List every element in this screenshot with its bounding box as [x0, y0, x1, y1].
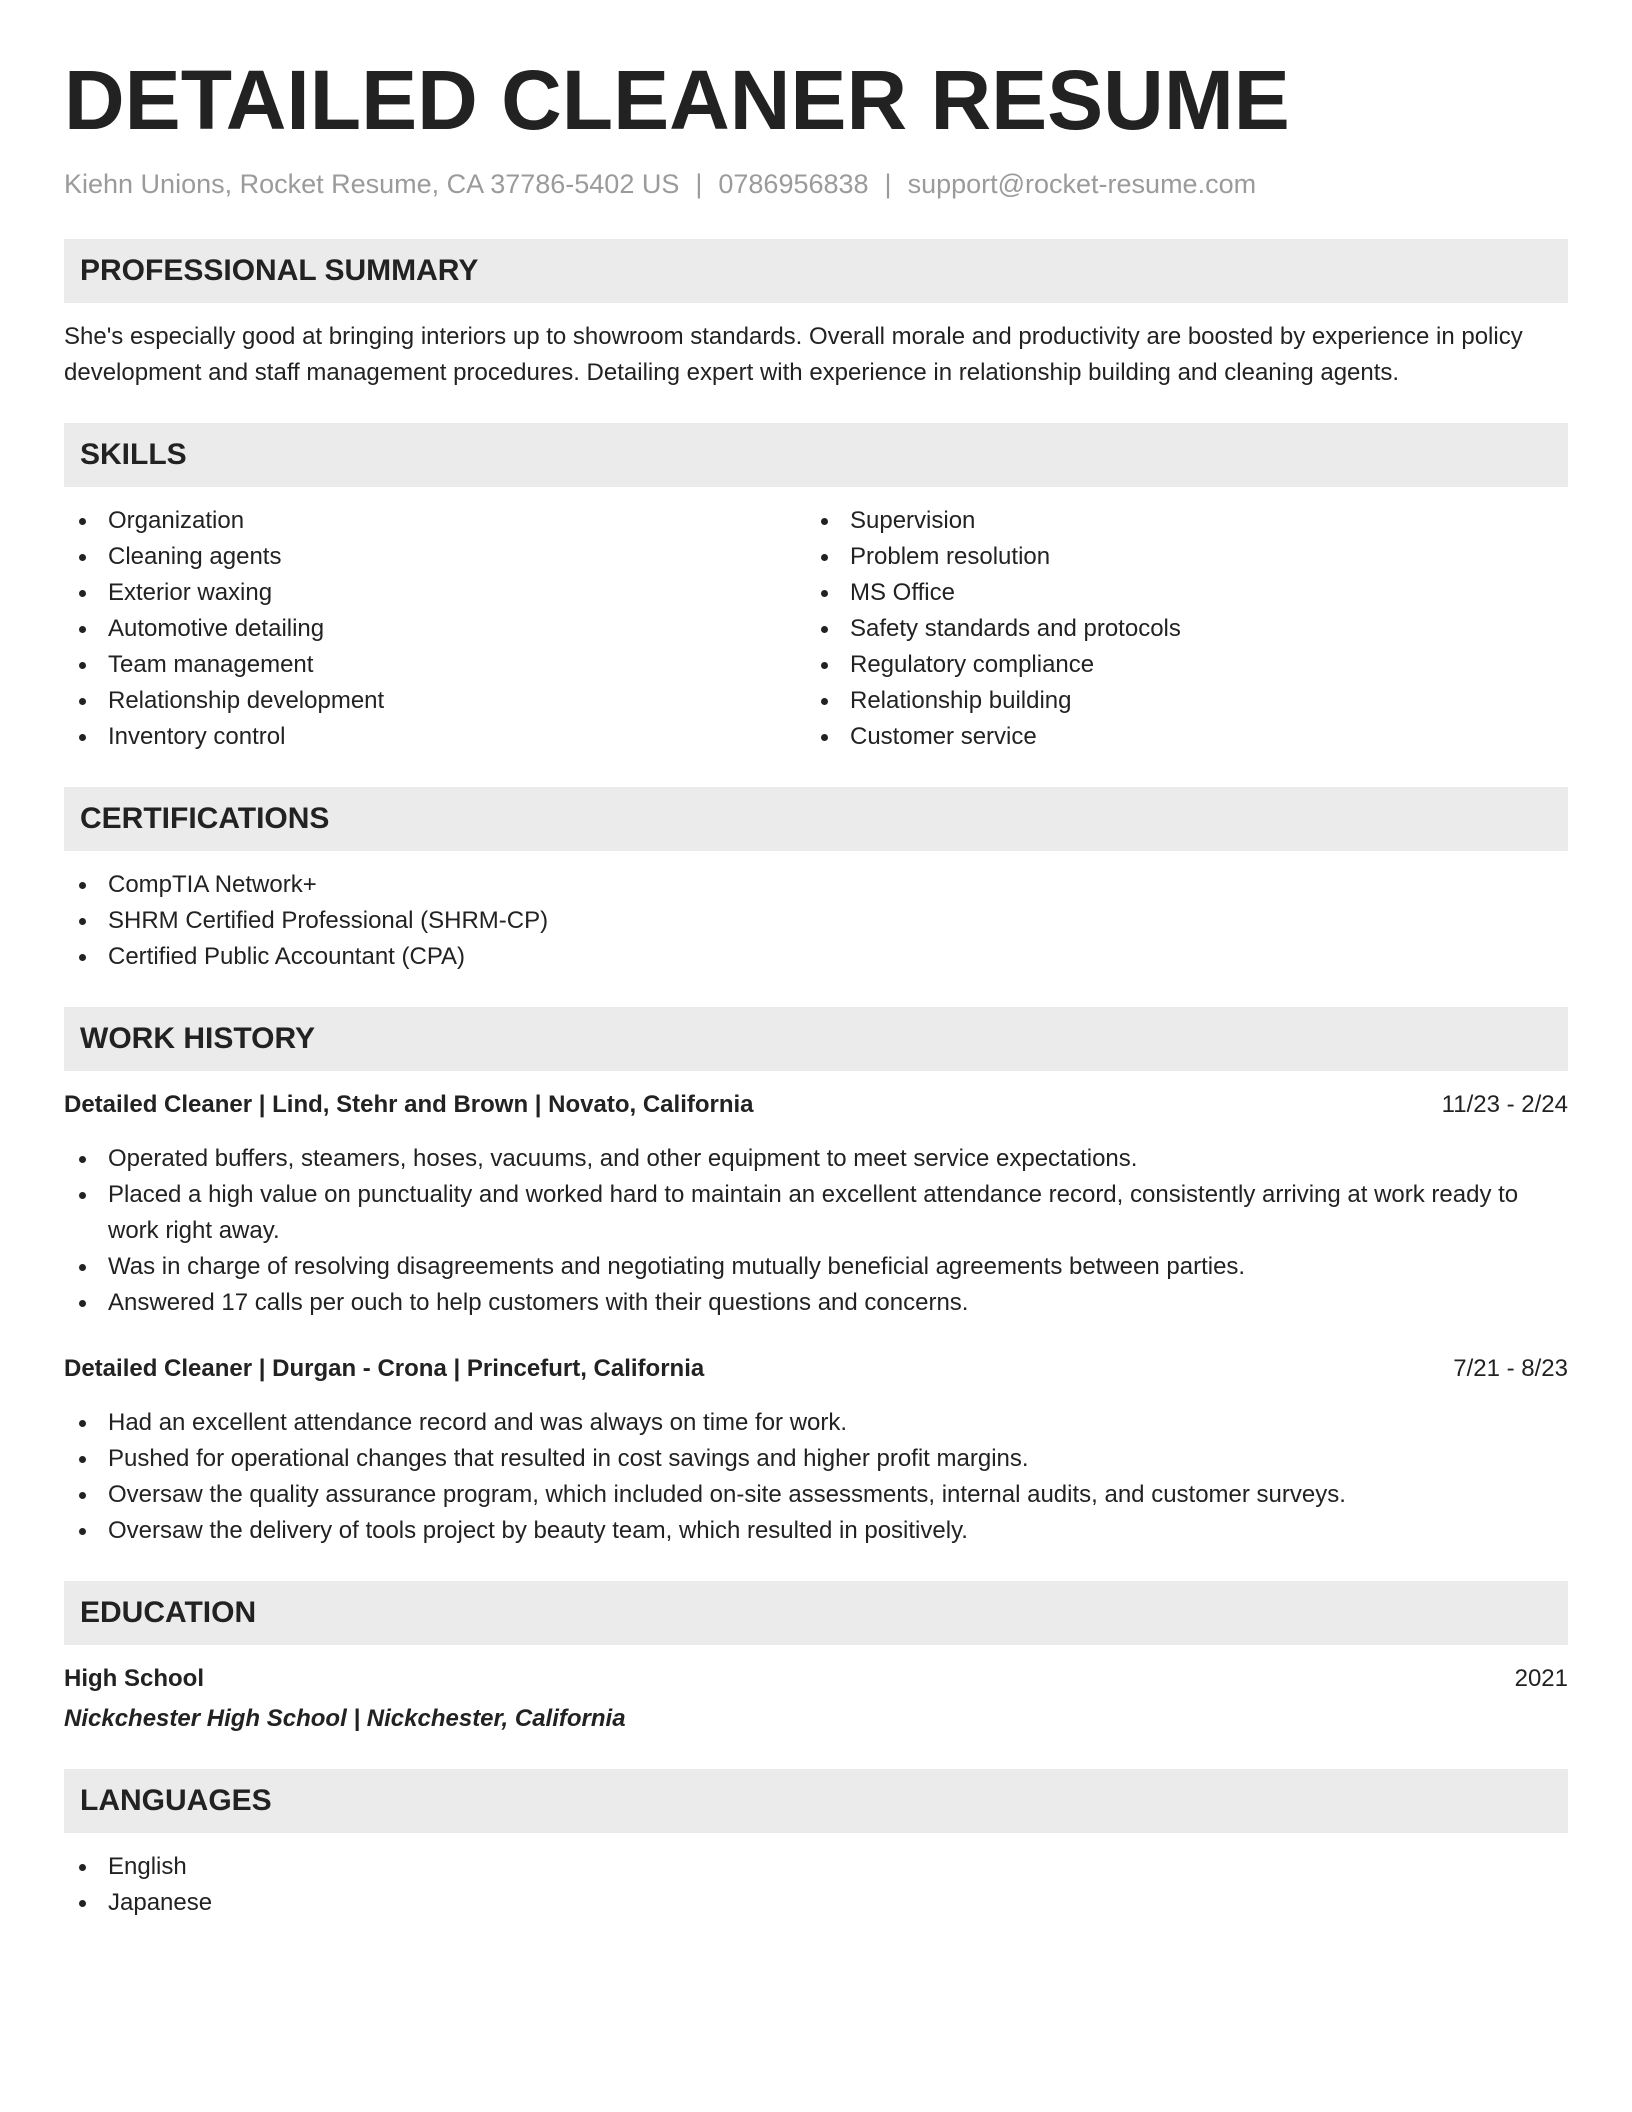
job-dates: 11/23 - 2/24 [1441, 1091, 1568, 1118]
education-year: 2021 [1514, 1665, 1568, 1692]
languages-list [64, 1849, 1568, 1921]
job-bullet: Had an excellent attendance record and was always on time for work. [64, 1405, 1568, 1441]
skills-column-right [806, 503, 1548, 755]
job-entry [64, 1351, 1568, 1549]
job-bullets [64, 1141, 1568, 1321]
certification-item: CompTIA Network+ [64, 867, 1568, 903]
job-bullet: Oversaw the quality assurance program, which included on-site assessments, internal audits, and customer surveys. [64, 1477, 1568, 1513]
job-title: Detailed Cleaner | Durgan - Crona | Princefurt, California [64, 1355, 705, 1382]
skill-item: Automotive detailing [64, 611, 806, 647]
education-degree: High School [64, 1665, 204, 1692]
education-school: Nickchester High School | Nickchester, California [64, 1705, 626, 1732]
job-bullet: Was in charge of resolving disagreements and negotiating mutually beneficial agreements between parties. [64, 1249, 1568, 1285]
job-title: Detailed Cleaner | Lind, Stehr and Brown | Novato, California [64, 1091, 754, 1118]
job-bullets [64, 1405, 1568, 1549]
skill-item: Problem resolution [806, 539, 1548, 575]
skill-item: Supervision [806, 503, 1548, 539]
skill-item: Relationship development [64, 683, 806, 719]
contact-line [64, 171, 1568, 198]
contact-separator: | [695, 169, 703, 199]
job-header [64, 1351, 1568, 1387]
education-header [64, 1661, 1568, 1697]
certifications-list [64, 867, 1568, 975]
skill-item: Organization [64, 503, 806, 539]
contact-email: support@rocket-resume.com [907, 169, 1257, 199]
skill-item: Cleaning agents [64, 539, 806, 575]
section-header-work-history: WORK HISTORY [64, 1007, 1568, 1071]
job-header [64, 1087, 1568, 1123]
skill-item: Exterior waxing [64, 575, 806, 611]
skill-item: MS Office [806, 575, 1548, 611]
certification-item: SHRM Certified Professional (SHRM-CP) [64, 903, 1568, 939]
contact-separator: | [884, 169, 892, 199]
skills-grid [64, 503, 1568, 755]
section-header-skills: SKILLS [64, 423, 1568, 487]
contact-address: Kiehn Unions, Rocket Resume, CA 37786-5402 US [64, 169, 680, 199]
section-header-summary: PROFESSIONAL SUMMARY [64, 239, 1568, 303]
skill-item: Customer service [806, 719, 1548, 755]
skill-item: Regulatory compliance [806, 647, 1548, 683]
summary-text: She's especially good at bringing interiors up to showroom standards. Overall morale and productivity are boosted by experience in policy development and staff management procedures. Detailing expert with experience in relationship building and cleaning agents. [64, 323, 1523, 386]
certification-item: Certified Public Accountant (CPA) [64, 939, 1568, 975]
job-bullet: Oversaw the delivery of tools project by beauty team, which resulted in positively. [64, 1513, 1568, 1549]
job-entry [64, 1087, 1568, 1321]
job-bullet: Answered 17 calls per ouch to help customers with their questions and concerns. [64, 1285, 1568, 1321]
job-bullet: Pushed for operational changes that resulted in cost savings and higher profit margins. [64, 1441, 1568, 1477]
section-header-certifications: CERTIFICATIONS [64, 787, 1568, 851]
job-bullet: Operated buffers, steamers, hoses, vacuums, and other equipment to meet service expectations. [64, 1141, 1568, 1177]
skill-item: Safety standards and protocols [806, 611, 1548, 647]
section-header-languages: LANGUAGES [64, 1769, 1568, 1833]
resume-page [64, 53, 1568, 1921]
skill-item: Team management [64, 647, 806, 683]
language-item: Japanese [64, 1885, 1568, 1921]
skill-item: Relationship building [806, 683, 1548, 719]
job-dates: 7/21 - 8/23 [1453, 1355, 1568, 1382]
skill-item: Inventory control [64, 719, 806, 755]
job-bullet: Placed a high value on punctuality and worked hard to maintain an excellent attendance record, consistently arriving at work ready to work right away. [64, 1177, 1568, 1249]
resume-title: DETAILED CLEANER RESUME [64, 53, 1290, 147]
skills-column-left [64, 503, 806, 755]
section-header-education: EDUCATION [64, 1581, 1568, 1645]
contact-phone: 0786956838 [718, 169, 869, 199]
language-item: English [64, 1849, 1568, 1885]
